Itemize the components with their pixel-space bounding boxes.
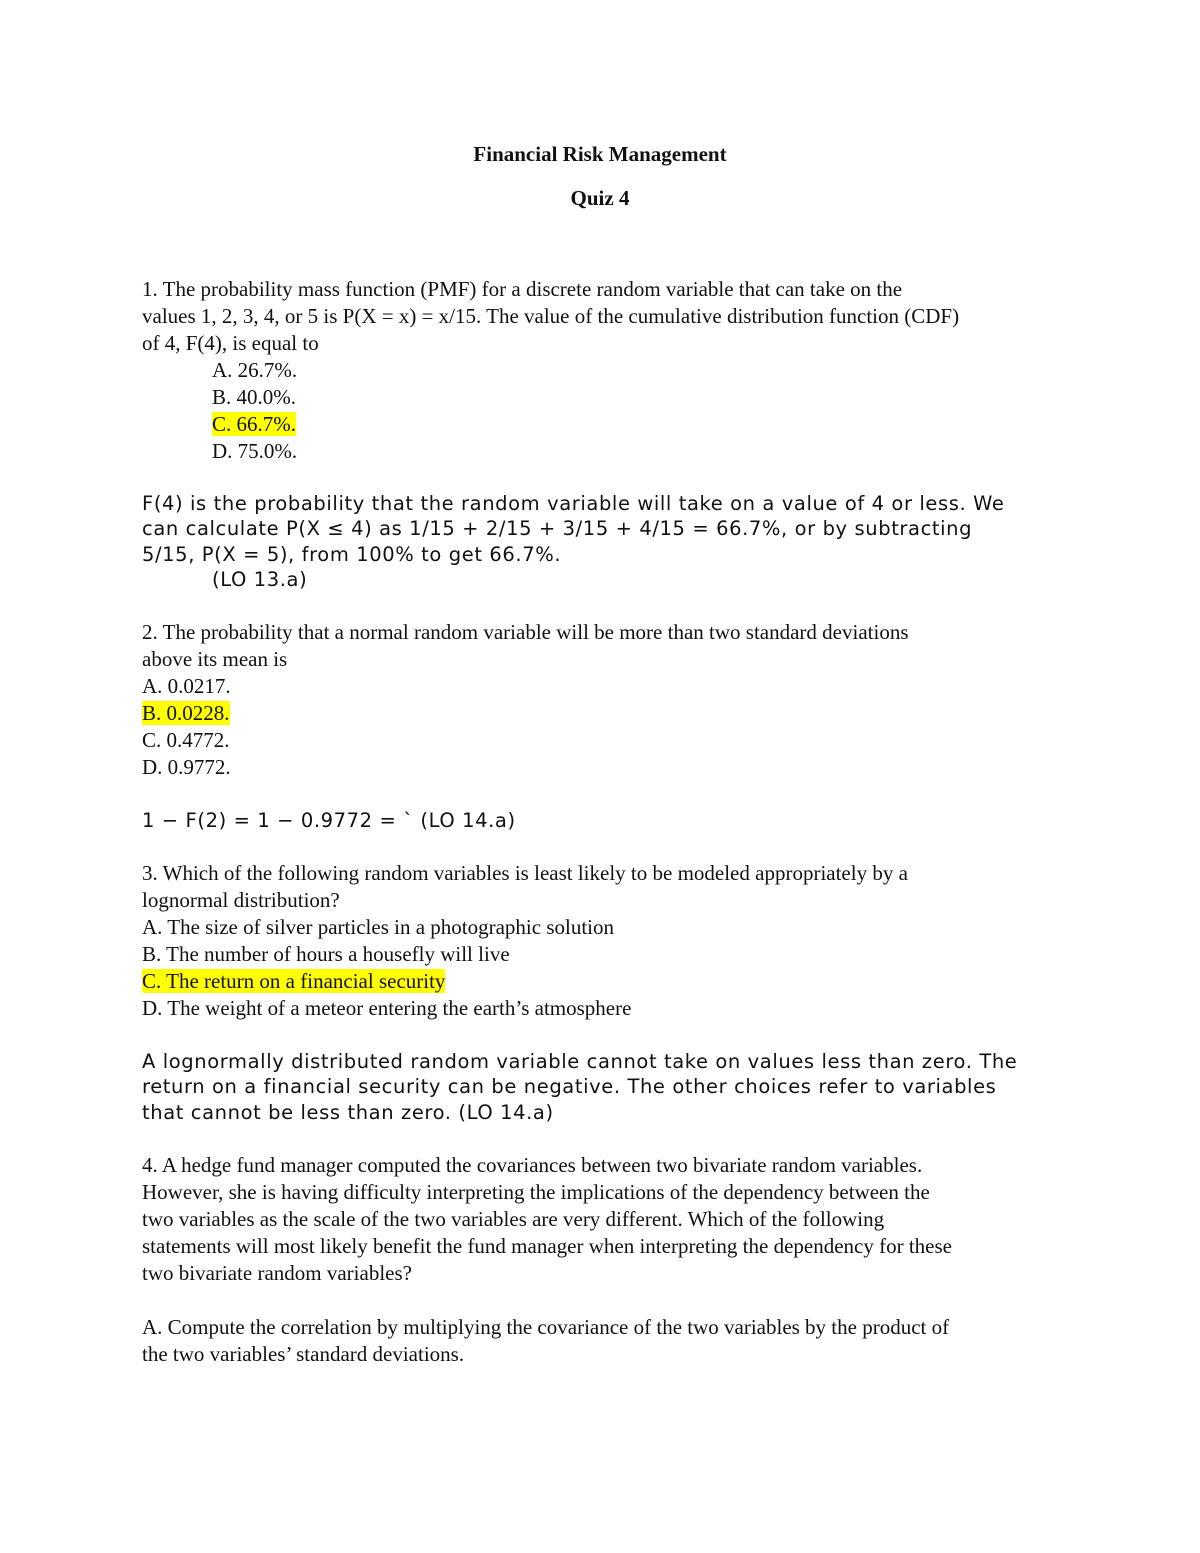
explanation-line: 1 − F(2) = 1 − 0.9772 = ` (LO 14.a) [142,809,516,832]
answer-option: A. The size of silver particles in a photographic solution [142,915,614,939]
question-stem-line: lognormal distribution? [142,888,340,912]
explanation-line: return on a financial security can be negative. The other choices refer to variables [142,1075,997,1098]
explanation-line: that cannot be less than zero. (LO 14.a) [142,1101,554,1124]
answer-option: B. The number of hours a housefly will live [142,942,510,966]
document-title: Financial Risk Management [473,142,727,166]
question-stem-line: 2. The probability that a normal random variable will be more than two standard deviations [142,620,909,644]
answer-option: D. The weight of a meteor entering the earth’s atmosphere [142,996,632,1020]
answer-option-correct [212,411,296,438]
answer-option: C. 0.4772. [142,728,230,752]
question-stem-line: However, she is having difficulty interpreting the implications of the dependency between the [142,1180,930,1204]
explanation-line: can calculate P(X ≤ 4) as 1/15 + 2/15 + 3/15 + 4/15 = 66.7%, or by subtracting [142,517,973,540]
answer-option: A. Compute the correlation by multiplying the covariance of the two variables by the product of [142,1315,950,1339]
question-stem-line: 4. A hedge fund manager computed the covariances between two bivariate random variables. [142,1153,923,1177]
question-stem-line: of 4, F(4), is equal to [142,331,319,355]
correct-answer-highlight: B. 0.0228. [142,701,230,725]
correct-answer-highlight: C. 66.7%. [212,412,296,436]
answer-option-correct [142,700,230,727]
explanation-line: 5/15, P(X = 5), from 100% to get 66.7%. [142,543,562,566]
correct-answer-highlight: C. The return on a financial security [142,969,446,993]
question-stem-line: 1. The probability mass function (PMF) for a discrete random variable that can take on the [142,277,903,301]
answer-option-correct [142,968,445,995]
answer-option: A. 26.7%. [212,358,298,382]
document-subtitle: Quiz 4 [570,186,630,210]
answer-option: A. 0.0217. [142,674,231,698]
question-stem-line: two variables as the scale of the two variables are very different. Which of the following [142,1207,885,1231]
question-stem-line: 3. Which of the following random variables is least likely to be modeled appropriately by a [142,861,908,885]
answer-option: B. 40.0%. [212,385,296,409]
question-stem-line: values 1, 2, 3, 4, or 5 is P(X = x) = x/15. The value of the cumulative distribution function (CDF) [142,304,960,328]
question-stem-line: above its mean is [142,647,288,671]
answer-option: D. 75.0%. [212,439,298,463]
answer-option: D. 0.9772. [142,755,231,779]
explanation-line: A lognormally distributed random variable cannot take on values less than zero. The [142,1050,1018,1073]
question-stem-line: statements will most likely benefit the fund manager when interpreting the dependency for these [142,1234,952,1258]
explanation-line: F(4) is the probability that the random variable will take on a value of 4 or less. We [142,492,1005,515]
question-stem-line: two bivariate random variables? [142,1261,412,1285]
answer-option: the two variables’ standard deviations. [142,1342,465,1366]
learning-objective-ref: (LO 13.a) [212,568,308,591]
